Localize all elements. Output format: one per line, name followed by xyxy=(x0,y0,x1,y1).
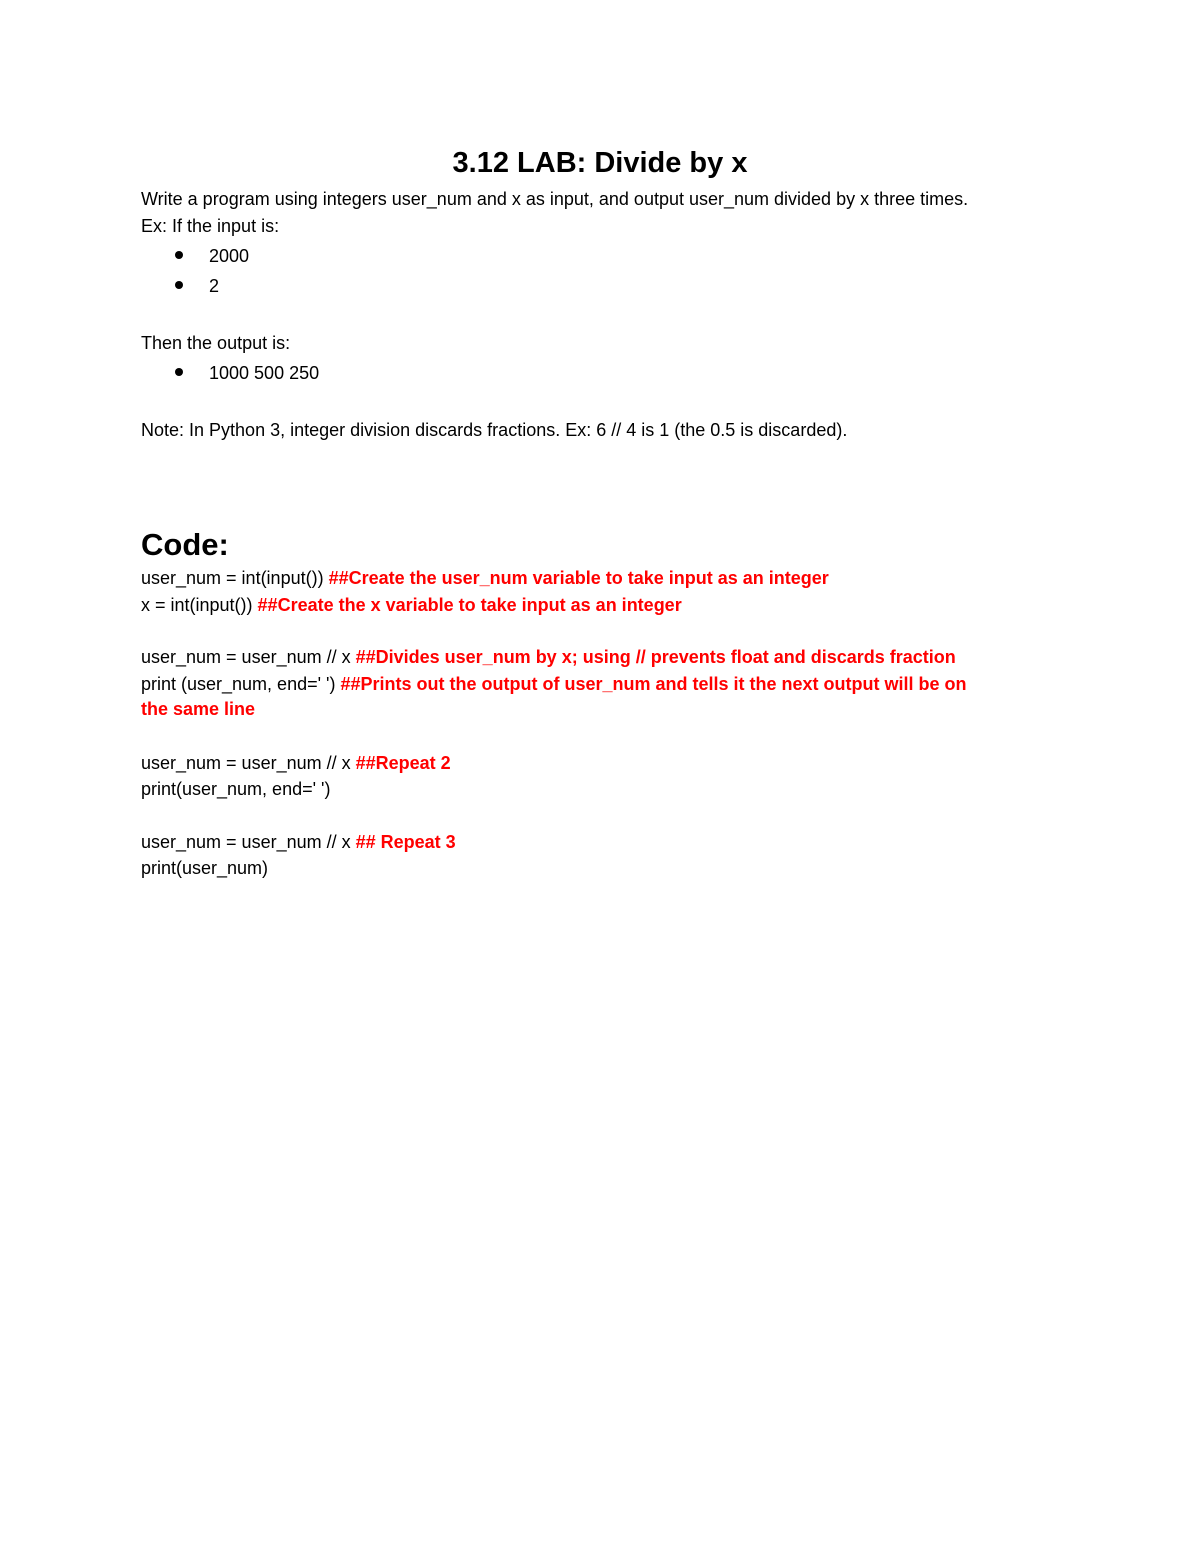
output-value: 1000 500 250 xyxy=(209,363,320,383)
code-text: user_num = int(input()) xyxy=(141,568,329,588)
code-comment: ##Create the user_num variable to take input as an integer xyxy=(328,568,829,588)
example-intro: Ex: If the input is: xyxy=(141,216,280,236)
code-line xyxy=(141,776,330,802)
code-comment: ##Repeat 2 xyxy=(355,753,451,773)
code-comment: the same line xyxy=(141,699,256,719)
page-title: 3.12 LAB: Divide by x xyxy=(452,147,748,179)
code-text: print (user_num, end=' ') xyxy=(141,674,341,694)
code-line xyxy=(141,644,956,670)
bullet-icon xyxy=(175,281,183,289)
intro-paragraph: Write a program using integers user_num and x as input, and output user_num divided by x three times. xyxy=(141,189,969,209)
bullet-icon xyxy=(175,368,183,376)
input-value: 2 xyxy=(209,276,220,296)
code-text: print(user_num) xyxy=(141,858,269,878)
output-intro: Then the output is: xyxy=(141,333,291,353)
code-line xyxy=(141,671,966,697)
code-comment: ##Divides user_num by x; using // prevents float and discards fraction xyxy=(355,647,956,667)
code-comment: ##Create the x variable to take input as an integer xyxy=(257,595,682,615)
code-text: user_num = user_num // x xyxy=(141,647,356,667)
bullet-icon xyxy=(175,251,183,259)
code-comment: ##Prints out the output of user_num and tells it the next output will be on xyxy=(340,674,967,694)
code-comment: ## Repeat 3 xyxy=(355,832,456,852)
code-text: print(user_num, end=' ') xyxy=(141,779,331,799)
input-list-item xyxy=(175,273,219,299)
input-value: 2000 xyxy=(209,246,250,266)
code-line xyxy=(141,829,456,855)
note-paragraph: Note: In Python 3, integer division discards fractions. Ex: 6 // 4 is 1 (the 0.5 is discarded). xyxy=(141,420,848,440)
code-text: user_num = user_num // x xyxy=(141,753,356,773)
output-list-item xyxy=(175,360,319,386)
code-text: x = int(input()) xyxy=(141,595,258,615)
code-line xyxy=(141,592,682,618)
input-list-item xyxy=(175,243,249,269)
code-line xyxy=(141,565,829,591)
code-line xyxy=(141,750,451,776)
code-line xyxy=(141,696,255,722)
code-heading: Code: xyxy=(141,527,229,562)
code-line xyxy=(141,855,268,881)
code-text: user_num = user_num // x xyxy=(141,832,356,852)
